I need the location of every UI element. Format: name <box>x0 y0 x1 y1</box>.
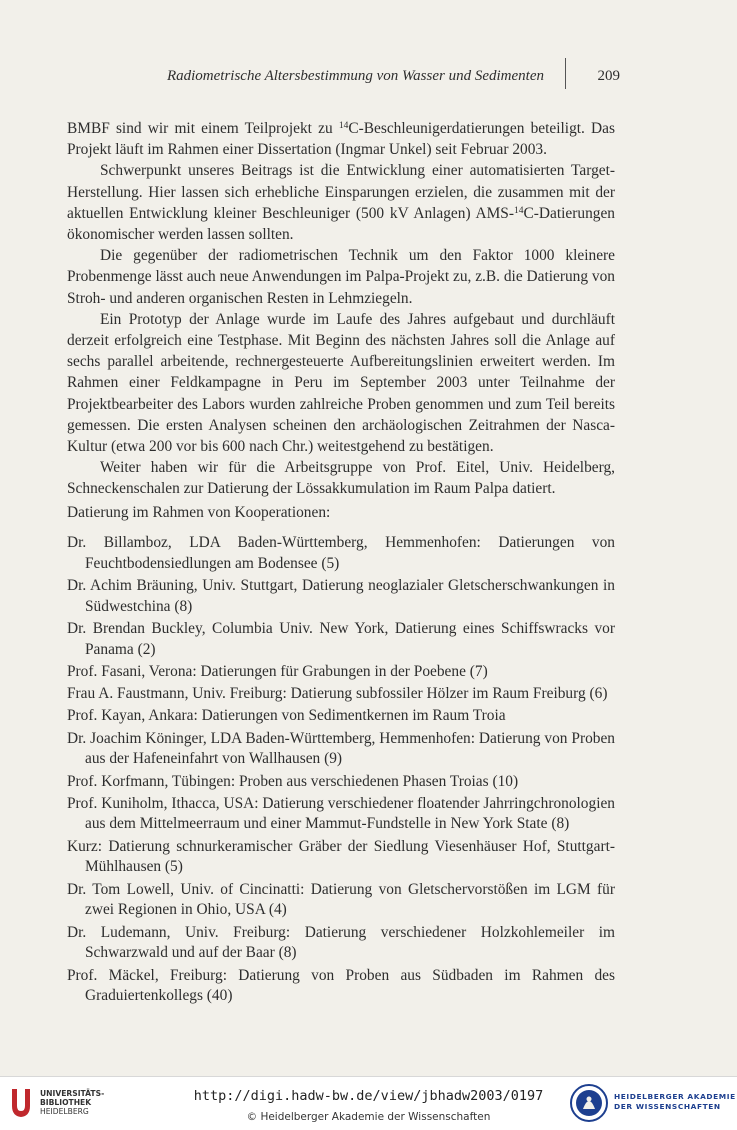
list-item: Prof. Kuniholm, Ithacca, USA: Datierung verschiedener floatender Jahrringchronologien aus dem Mittelmeerraum und einer Mammut-Fundstelle in New York State (8) <box>67 794 615 833</box>
paragraph: Ein Prototyp der Anlage wurde im Laufe des Jahres aufgebaut und durchläuft derzeit erfolgreich eine Testphase. Mit Beginn des nächsten Jahres soll die Anlage auf sechs parallel arbeitende, rechnergesteuerte Aufbereitungslinien erweitert werden. Im Rahmen einer Feldkampagne in Peru im September 2003 unter Teilnahme der Projektbearbeiter des Labors wurden zahlreiche Proben genommen und zum Teil bereits gemessen. Die ersten Analysen scheinen den archäologischen Zeitrahmen der Nasca-Kultur (etwa 200 vor bis 600 nach Chr.) weitestgehend zu bestätigen. <box>67 310 615 456</box>
permalink-url[interactable]: http://digi.hadw-bw.de/view/jbhadw2003/0197 <box>193 1088 544 1104</box>
hadw-seal-icon[interactable] <box>569 1083 609 1123</box>
paragraph: Weiter haben wir für die Arbeitsgruppe von Prof. Eitel, Univ. Heidelberg, Schneckenschalen zur Datierung der Lössakkumulation im Raum Palpa datiert. <box>67 459 615 498</box>
list-item: Prof. Mäckel, Freiburg: Datierung von Proben aus Südbaden im Rahmen des Graduiertenkollegs (40) <box>67 966 615 1005</box>
list-item: Prof. Fasani, Verona: Datierungen für Grabungen in der Poebene (7) <box>67 662 488 680</box>
cooperations-list <box>67 533 615 1009</box>
list-item: Dr. Achim Bräuning, Univ. Stuttgart, Datierung neoglazialer Gletscherschwankungen in Südwestchina (8) <box>67 576 615 615</box>
list-item: Frau A. Faustmann, Univ. Freiburg: Datierung subfossiler Hölzer im Raum Freiburg (6) <box>67 685 608 703</box>
body-text <box>67 118 615 500</box>
running-header <box>66 66 622 90</box>
paragraph: Die gegenüber der radiometrischen Technik um den Faktor 1000 kleinere Probenmenge lässt auch neue Anwendungen im Palpa-Projekt zu, z.B. die Datierung von Stroh- und anderen organischen Resten in Lehmziegeln. <box>67 247 615 307</box>
paragraph: Schwerpunkt unseres Beitrags ist die Entwicklung einer automatisierten Target-Herstellung. Hier lassen sich erhebliche Einsparungen erzielen, die zusammen mit der aktuellen Entwicklung kleiner Beschleuniger (500 kV Anlagen) AMS-$^{14}$C-Datierungen ökonomischer werden lassen sollten. <box>67 162 615 244</box>
cooperations-heading: Datierung im Rahmen von Kooperationen: <box>67 504 331 521</box>
copyright-notice: © Heidelberger Akademie der Wissenschaften <box>246 1111 491 1123</box>
list-item: Dr. Billamboz, LDA Baden-Württemberg, Hemmenhofen: Datierungen von Feuchtbodensiedlungen am Bodensee (5) <box>67 534 615 572</box>
list-item: Dr. Joachim Köninger, LDA Baden-Württemberg, Hemmenhofen: Datierung von Proben aus der Hafeneinfahrt von Wallhausen (9) <box>67 729 615 768</box>
page-number: 209 <box>597 68 620 84</box>
list-item: Prof. Korfmann, Tübingen: Proben aus verschiedenen Phasen Troias (10) <box>67 772 519 790</box>
list-item: Dr. Brendan Buckley, Columbia Univ. New York, Datierung eines Schiffswracks vor Panama (2) <box>67 619 615 658</box>
hadw-logo-text[interactable]: HEIDELBERGER AKADEMIE DER WISSENSCHAFTEN <box>614 1092 736 1111</box>
paragraph: BMBF sind wir mit einem Teilprojekt zu $^{14}$C-Beschleunigerdatierungen beteiligt. Das Projekt läuft im Rahmen einer Dissertation (Ingmar Unkel) seit Februar 2003. <box>67 119 615 159</box>
list-item: Prof. Kayan, Ankara: Datierungen von Sedimentkernen im Raum Troia <box>67 707 506 725</box>
list-item: Kurz: Datierung schnurkeramischer Gräber der Siedlung Viesenhäuser Hof, Stuttgart-Mühlhausen (5) <box>67 837 615 876</box>
list-item: Dr. Ludemann, Univ. Freiburg: Datierung verschiedener Holzkohlemeiler im Schwarzwald und auf der Baar (8) <box>67 923 615 962</box>
list-item: Dr. Tom Lowell, Univ. of Cincinatti: Datierung von Gletschervorstößen im LGM für zwei Regionen in Ohio, USA (4) <box>67 880 615 919</box>
ub-heidelberg-logo-text[interactable]: UNIVERSITÄTS- BIBLIOTHEK HEIDELBERG <box>40 1089 105 1116</box>
viewer-footer <box>0 1076 737 1130</box>
header-divider <box>565 58 566 89</box>
running-title: Radiometrische Altersbestimmung von Wasser und Sedimenten <box>166 68 544 84</box>
